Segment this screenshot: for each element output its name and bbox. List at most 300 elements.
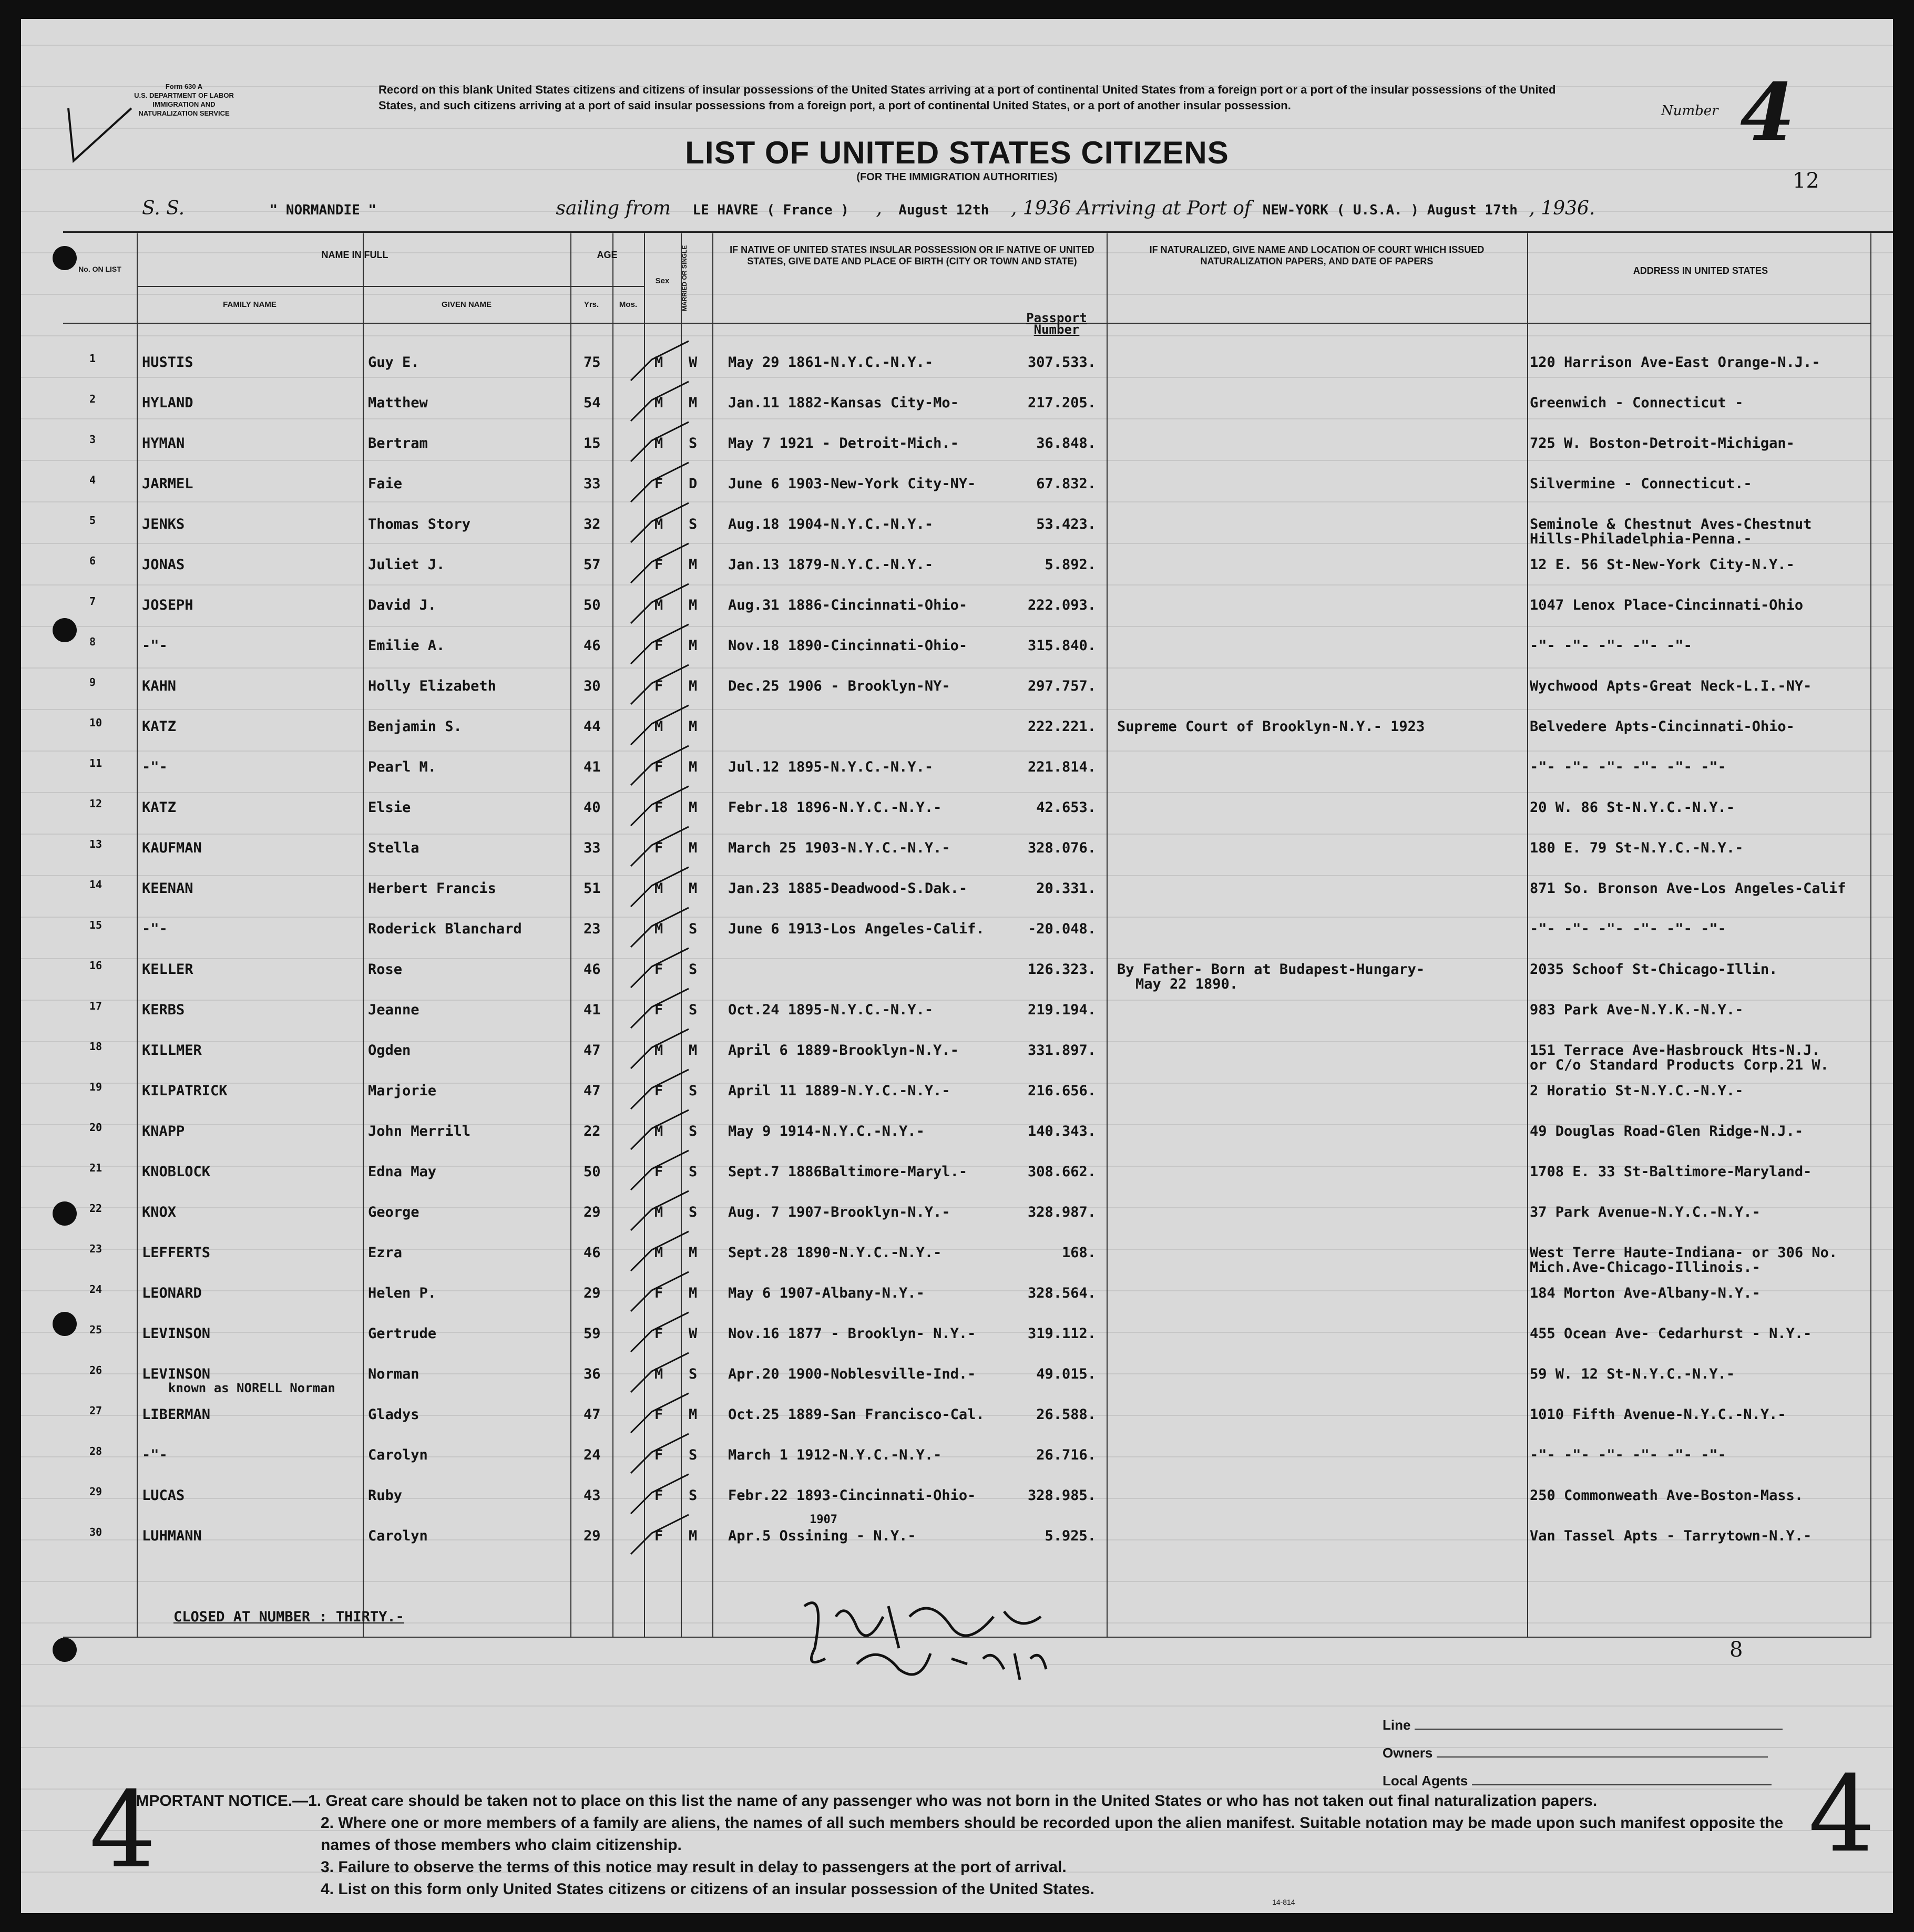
arriving-label: Arriving at Port of [1077,198,1252,219]
given-name: Elsie [368,799,411,816]
us-address: Silvermine - Connecticut.- [1530,476,1752,492]
us-address: 250 Commonweath Ave-Boston-Mass. [1530,1487,1804,1504]
us-address-line-2: Hills-Philadelphia-Penna.- [1530,531,1752,547]
naturalization-court: Supreme Court of Brooklyn-N.Y.- 1923 [1117,718,1425,735]
passport-number: 308.662. [1027,1164,1096,1180]
passenger-number: 20 [89,1121,103,1134]
us-address: 1047 Lenox Place-Cincinnati-Ohio [1530,597,1804,613]
notice-item-4: 4. List on this form only United States citizens or citizens of an insular possession of the United States. [321,1880,1094,1898]
table-row [63,1193,1871,1233]
age-years: 47 [584,1406,601,1423]
passenger-number: 3 [89,433,96,446]
birth-date-place: May 29 1861-N.Y.C.-N.Y.- [728,354,934,371]
header-birth: IF NATIVE OF UNITED STATES INSULAR POSSESSION OR IF NATIVE OF UNITED STATES, GIVE DATE AND PLACE OF BIRTH (CITY OR TOWN AND STATE) [730,244,1094,266]
sex: F [654,1285,663,1301]
passport-number: 140.343. [1027,1123,1096,1139]
passenger-number: 28 [89,1445,103,1457]
sex: M [654,1123,663,1139]
passenger-number: 18 [89,1040,103,1053]
birth-date-place: Jan.23 1885-Deadwood-S.Dak.- [728,880,968,897]
birth-date-place: Sept.28 1890-N.Y.C.-N.Y.- [728,1245,942,1261]
agents-label: Local Agents [1383,1773,1468,1789]
table-row [63,626,1871,666]
table-row [63,990,1871,1031]
family-name: KILLMER [142,1042,202,1059]
passenger-number: 15 [89,919,103,931]
given-name: Gertrude [368,1325,437,1342]
marital-status: S [689,1366,698,1382]
marital-status: M [689,840,698,856]
number-label: Number [1661,103,1718,119]
ss-label: S. S. [142,198,185,219]
big-list-number-right: 4 [1808,1753,1876,1876]
family-name: LUHMANN [142,1528,202,1544]
passenger-number: 17 [89,1000,103,1012]
us-address: 37 Park Avenue-N.Y.C.-N.Y.- [1530,1204,1761,1220]
notice-heading: IMPORTANT NOTICE. [131,1792,293,1810]
age-years: 33 [584,840,601,856]
birth-date-place: Febr.22 1893-Cincinnati-Ohio- [728,1487,976,1504]
marital-status: M [689,759,698,775]
family-name: KNAPP [142,1123,185,1139]
table-row [63,747,1871,788]
given-name: Herbert Francis [368,880,496,897]
header-passport: Passport Number [1026,311,1087,337]
punch-hole [53,1638,77,1662]
marital-status: S [689,1204,698,1220]
us-address: 2035 Schoof St-Chicago-Illin. [1530,961,1778,978]
passenger-number: 5 [89,514,96,527]
passenger-number: 16 [89,959,103,972]
header-yrs: Yrs. [584,300,599,309]
birth-date-place: May 9 1914-N.Y.C.-N.Y.- [728,1123,925,1139]
list-number: 4 [1740,66,1795,159]
age-years: 41 [584,759,601,775]
sex: M [654,1245,663,1261]
big-list-number-left: 4 [89,1769,157,1892]
birth-date-place: Jan.13 1879-N.Y.C.-N.Y.- [728,557,934,573]
table-row [63,1314,1871,1354]
alias-name: known as NORELL Norman [168,1381,335,1395]
family-name: HYMAN [142,435,185,451]
age-years: 59 [584,1325,601,1342]
birth-date-place: March 25 1903-N.Y.C.-N.Y.- [728,840,950,856]
family-name: JARMEL [142,476,193,492]
passenger-number: 4 [89,474,96,486]
passport-number: 26.716. [1036,1447,1096,1463]
us-address: 871 So. Bronson Ave-Los Angeles-Calif [1530,880,1846,897]
passport-number: 331.897. [1027,1042,1096,1059]
age-years: 46 [584,1245,601,1261]
age-years: 29 [584,1528,601,1544]
given-name: Gladys [368,1406,419,1423]
passenger-number: 19 [89,1081,103,1093]
passport-number: 328.987. [1027,1204,1096,1220]
important-notice [131,1790,1814,1900]
us-address: 151 Terrace Ave-Hasbrouck Hts-N.J. [1530,1042,1820,1059]
family-name: -"- [142,759,168,775]
sex: F [654,1447,663,1463]
given-name: Norman [368,1366,419,1382]
marital-status: M [689,1406,698,1423]
family-name: KEENAN [142,880,193,897]
sex: F [654,638,663,654]
us-address: Seminole & Chestnut Aves-Chestnut [1530,516,1812,532]
age-years: 23 [584,921,601,937]
sex: F [654,1325,663,1342]
pen-check-mark [620,1512,694,1559]
passenger-number: 11 [89,757,103,769]
given-name: Matthew [368,395,428,411]
us-address: 20 W. 86 St-N.Y.C.-N.Y.- [1530,799,1735,816]
us-address: -"- -"- -"- -"- -"- -"- [1530,1447,1726,1463]
age-years: 43 [584,1487,601,1504]
sex: F [654,1164,663,1180]
birth-date-place: April 6 1889-Brooklyn-N.Y.- [728,1042,959,1059]
family-name: LEVINSON [142,1366,211,1382]
marital-status: M [689,1285,698,1301]
marital-status: S [689,1002,698,1018]
family-name: KERBS [142,1002,185,1018]
us-address: 455 Ocean Ave- Cedarhurst - N.Y.- [1530,1325,1812,1342]
header-given: GIVEN NAME [441,300,492,309]
sex: F [654,759,663,775]
passport-number: 297.757. [1027,678,1096,694]
birth-date-place: Nov.16 1877 - Brooklyn- N.Y.- [728,1325,976,1342]
header-married: MARRIED OR SINGLE [681,245,688,311]
sailing-label: sailing from [556,198,671,219]
us-address: -"- -"- -"- -"- -"- -"- [1530,759,1726,775]
service: NATURALIZATION SERVICE [138,109,230,117]
marital-status: S [689,961,698,978]
birth-date-place: May 7 1921 - Detroit-Mich.- [728,435,959,451]
age-years: 41 [584,1002,601,1018]
notice-item-3: 3. Failure to observe the terms of this notice may result in delay to passengers at the port of arrival. [321,1858,1067,1876]
sex: M [654,516,663,532]
passenger-number: 7 [89,595,96,608]
passenger-number: 1 [89,352,96,365]
marital-status: S [689,921,698,937]
birth-date-place: Aug.18 1904-N.Y.C.-N.Y.- [728,516,934,532]
birth-date-place: May 6 1907-Albany-N.Y.- [728,1285,925,1301]
marital-status: M [689,395,698,411]
age-years: 46 [584,638,601,654]
sex: F [654,1002,663,1018]
sex: F [654,557,663,573]
given-name: Benjamin S. [368,718,462,735]
manifest-sheet [21,19,1893,1913]
us-address: Van Tassel Apts - Tarrytown-N.Y.- [1530,1528,1812,1544]
sex: M [654,354,663,371]
given-name: Ezra [368,1245,403,1261]
arrival-port: NEW-YORK ( U.S.A. ) August 17th [1262,202,1518,218]
age-years: 46 [584,961,601,978]
passenger-number: 6 [89,554,96,567]
marital-status: M [689,799,698,816]
header-family: FAMILY NAME [223,300,277,309]
family-name: KATZ [142,799,177,816]
birth-year-note: 1907 [810,1513,837,1526]
family-name: KAUFMAN [142,840,202,856]
departure-year: 1936 [1022,198,1071,219]
age-years: 24 [584,1447,601,1463]
passport-number: 219.194. [1027,1002,1096,1018]
family-name: LIBERMAN [142,1406,211,1423]
family-name: LEFFERTS [142,1245,211,1261]
table-row [63,383,1871,424]
given-name: Thomas Story [368,516,471,532]
table-row [63,585,1871,626]
passport-number: 20.331. [1036,880,1096,897]
us-address: 49 Douglas Road-Glen Ridge-N.J.- [1530,1123,1804,1139]
given-name: Bertram [368,435,428,451]
passenger-number: 27 [89,1404,103,1417]
age-years: 50 [584,597,601,613]
table-row [63,1152,1871,1193]
header-rule [63,231,1893,233]
birth-date-place: Apr.20 1900-Noblesville-Ind.- [728,1366,976,1382]
header-name: NAME IN FULL [321,250,388,260]
page-title: LIST OF UNITED STATES CITIZENS [685,135,1229,170]
us-address: West Terre Haute-Indiana- or 306 No. [1530,1245,1838,1261]
table-row [63,1435,1871,1476]
closed-at-number: CLOSED AT NUMBER : THIRTY.- [173,1609,404,1625]
passenger-table [63,233,1871,1637]
passenger-number: 22 [89,1202,103,1215]
marital-status: W [689,354,698,371]
sex: M [654,1204,663,1220]
age-years: 47 [584,1042,601,1059]
age-years: 29 [584,1204,601,1220]
family-name: -"- [142,921,168,937]
header-naturalized: IF NATURALIZED, GIVE NAME AND LOCATION OF COURT WHICH ISSUED NATURALIZATION PAPERS, AND DATE OF PAPERS [1149,244,1485,266]
marital-status: M [689,1528,698,1544]
passport-number: 222.093. [1027,597,1096,613]
sex: F [654,678,663,694]
us-address: -"- -"- -"- -"- -"- -"- [1530,921,1726,937]
table-row [63,828,1871,869]
birth-date-place: Nov.18 1890-Cincinnati-Ohio- [728,638,968,654]
us-address: -"- -"- -"- -"- -"- [1530,638,1692,654]
sex: M [654,1042,663,1059]
family-name: KNOBLOCK [142,1164,211,1180]
age-years: 15 [584,435,601,451]
given-name: Carolyn [368,1447,428,1463]
page-mark: 8 [1729,1638,1743,1662]
header-no: No. ON LIST [78,265,121,273]
inspector-signature [794,1585,1162,1690]
passport-number: 5.892. [1045,557,1096,573]
passport-number: 217.205. [1027,395,1096,411]
marital-status: S [689,1164,698,1180]
table-row [63,505,1871,545]
table-row [63,464,1871,505]
age-years: 57 [584,557,601,573]
family-name: -"- [142,638,168,654]
passenger-number: 30 [89,1526,103,1538]
age-years: 22 [584,1123,601,1139]
family-name: JENKS [142,516,185,532]
sex: F [654,1083,663,1099]
table-row [63,1112,1871,1152]
given-name: Rose [368,961,403,978]
sex: M [654,921,663,937]
sex: M [654,395,663,411]
passenger-number: 12 [89,797,103,810]
sex: F [654,476,663,492]
us-address: Belvedere Apts-Cincinnati-Ohio- [1530,718,1795,735]
passport-number: 328.076. [1027,840,1096,856]
age-years: 44 [584,718,601,735]
voyage-line: S. S. " NORMANDIE " sailing from LE HAVRE ( France ) , August 12th , 1936 Arriving at Port of NEW-YORK ( U.S.A. ) August 17th , 1936. [142,198,1595,219]
passenger-number: 23 [89,1242,103,1255]
table-row [63,707,1871,747]
table-row [63,1273,1871,1314]
passport-number: 5.925. [1045,1528,1096,1544]
birth-date-place: Jul.12 1895-N.Y.C.-N.Y.- [728,759,934,775]
family-name: LEVINSON [142,1325,211,1342]
given-name: George [368,1204,419,1220]
us-address: Greenwich - Connecticut - [1530,395,1744,411]
passport-number: 222.221. [1027,718,1096,735]
passenger-number: 29 [89,1485,103,1498]
marital-status: M [689,718,698,735]
birth-date-place: Aug.31 1886-Cincinnati-Ohio- [728,597,968,613]
table-row [63,950,1871,990]
family-name: HUSTIS [142,354,193,371]
age-years: 54 [584,395,601,411]
age-years: 47 [584,1083,601,1099]
form-code: 14-814 [1272,1898,1295,1906]
page-number: 12 [1793,169,1819,193]
family-name: JOSEPH [142,597,193,613]
table-row [63,869,1871,909]
birth-date-place: Aug. 7 1907-Brooklyn-N.Y.- [728,1204,950,1220]
marital-status: M [689,880,698,897]
marital-status: W [689,1325,698,1342]
marital-status: M [689,597,698,613]
given-name: Jeanne [368,1002,419,1018]
passport-number: 49.015. [1036,1366,1096,1382]
given-name: Faie [368,476,403,492]
departure-date: August 12th [898,202,989,218]
passenger-number: 26 [89,1364,103,1376]
passport-number: 67.832. [1036,476,1096,492]
table-row [63,1071,1871,1112]
passenger-number: 13 [89,838,103,850]
birth-date-place: Febr.18 1896-N.Y.C.-N.Y.- [728,799,942,816]
us-address: 1010 Fifth Avenue-N.Y.C.-N.Y.- [1530,1406,1786,1423]
sex: F [654,799,663,816]
table-row [63,1513,1871,1557]
marital-status: M [689,1245,698,1261]
given-name: Juliet J. [368,557,445,573]
given-name: Guy E. [368,354,419,371]
passport-number: 53.423. [1036,516,1096,532]
given-name: Pearl M. [368,759,437,775]
marital-status: M [689,678,698,694]
passport-number: 315.840. [1027,638,1096,654]
given-name: John Merrill [368,1123,471,1139]
passenger-number: 2 [89,393,96,405]
marital-status: S [689,1083,698,1099]
sex: M [654,597,663,613]
us-address: 59 W. 12 St-N.Y.C.-N.Y.- [1530,1366,1735,1382]
birth-date-place: Dec.25 1906 - Brooklyn-NY- [728,678,950,694]
table-row [63,909,1871,950]
table-row [63,666,1871,707]
birth-date-place: Apr.5 Ossining - N.Y.- [728,1528,916,1544]
us-address: 725 W. Boston-Detroit-Michigan- [1530,435,1795,451]
ship-name: " NORMANDIE " [269,202,377,218]
given-name: Emilie A. [368,638,445,654]
passenger-number: 21 [89,1162,103,1174]
family-name: KELLER [142,961,193,978]
marital-status: M [689,638,698,654]
age-years: 75 [584,354,601,371]
marital-status: S [689,1123,698,1139]
given-name: Holly Elizabeth [368,678,496,694]
sex: M [654,435,663,451]
passport-number: 26.588. [1036,1406,1096,1423]
record-instructions: Record on this blank United States citizens and citizens of insular possessions of the United States arriving at a port of continental United States from a foreign port or a port of the insular possessions of the United States, and such citizens arriving at a port of said insular possessions from a foreign port, a port of continental United States, or a port of another insular possession. [378,83,1556,112]
bureau: IMMIGRATION AND [152,100,216,108]
header-address: ADDRESS IN UNITED STATES [1633,265,1768,276]
given-name: David J. [368,597,437,613]
given-name: Helen P. [368,1285,437,1301]
passenger-number: 25 [89,1323,103,1336]
birth-date-place: June 6 1913-Los Angeles-Calif. [728,921,985,937]
family-name: LEONARD [142,1285,202,1301]
us-address: 120 Harrison Ave-East Orange-N.J.- [1530,354,1820,371]
marital-status: S [689,435,698,451]
passport-number: 42.653. [1036,799,1096,816]
table-row [63,343,1871,383]
us-address-line-2: or C/o Standard Products Corp.21 W. [1530,1057,1829,1073]
birth-date-place: Oct.24 1895-N.Y.C.-N.Y.- [728,1002,934,1018]
family-name: KATZ [142,718,177,735]
table-row [63,1354,1871,1395]
us-address: 2 Horatio St-N.Y.C.-N.Y.- [1530,1083,1744,1099]
family-name: KILPATRICK [142,1083,228,1099]
birth-date-place: Sept.7 1886Baltimore-Maryl.- [728,1164,968,1180]
family-name: -"- [142,1447,168,1463]
age-years: 33 [584,476,601,492]
age-years: 29 [584,1285,601,1301]
sex: M [654,880,663,897]
passenger-number: 10 [89,716,103,729]
marital-status: S [689,1447,698,1463]
arrival-year: 1936. [1541,198,1595,219]
passenger-number: 24 [89,1283,103,1296]
sex: M [654,1366,663,1382]
passenger-number: 9 [89,676,96,688]
given-name: Roderick Blanchard [368,921,522,937]
notice-item-1: —1. Great care should be taken not to place on this list the name of any passenger who was not born in the United States or who has not taken out final naturalization papers. [292,1792,1598,1810]
given-name: Stella [368,840,419,856]
table-row [63,424,1871,464]
sex: F [654,1406,663,1423]
passport-number: 168. [1061,1245,1096,1261]
us-address: 1708 E. 33 St-Baltimore-Maryland- [1530,1164,1812,1180]
birth-date-place: April 11 1889-N.Y.C.-N.Y.- [728,1083,950,1099]
ship-meta [1383,1711,1783,1795]
passport-number: 36.848. [1036,435,1096,451]
notice-item-2: 2. Where one or more members of a family are aliens, the names of all such members should be recorded upon the alien manifest. Suitable notation may be made upon such manifest opposite the names of those members who claim citizenship. [321,1814,1784,1854]
table-row [63,1476,1871,1516]
given-name: Carolyn [368,1528,428,1544]
owners-label: Owners [1383,1745,1433,1761]
